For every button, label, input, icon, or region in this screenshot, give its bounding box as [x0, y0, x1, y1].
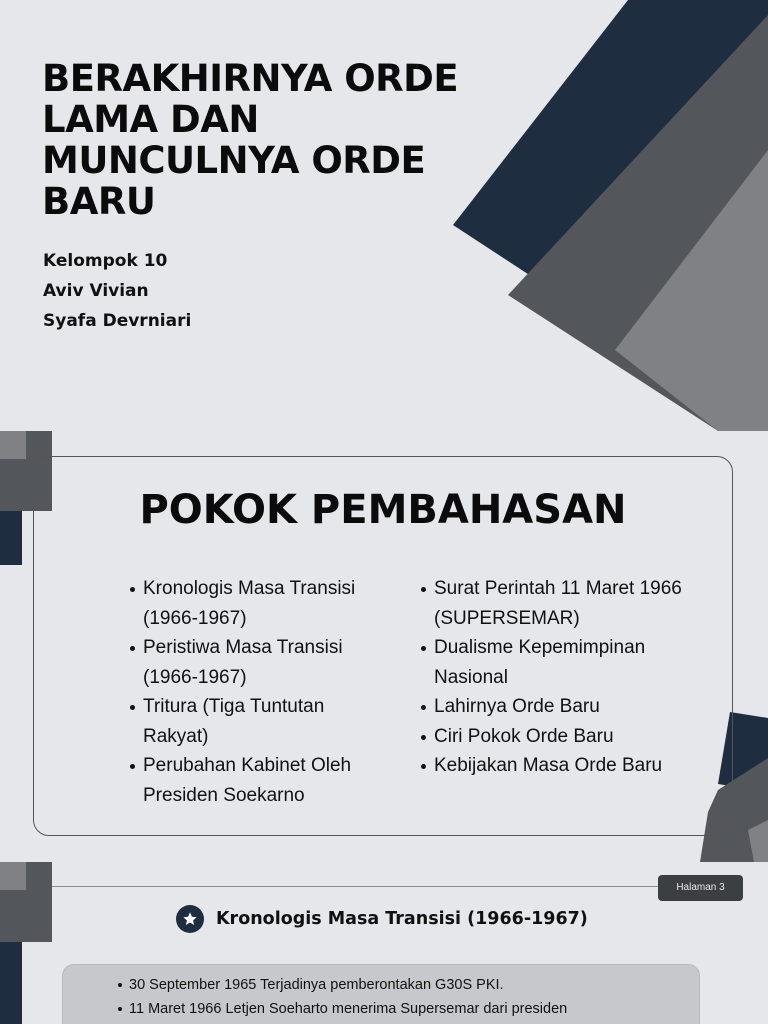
topic-item: Perubahan Kabinet Oleh Presiden Soekarno [128, 751, 378, 810]
topics-left-list [128, 574, 378, 810]
topic-item: Surat Perintah 11 Maret 1966 (SUPERSEMAR) [419, 574, 719, 633]
chronology-slide [0, 862, 768, 1024]
topic-item: Peristiwa Masa Transisi (1966-1967) [128, 633, 378, 692]
presentation-title: BERAKHIRNYA ORDE LAMA DAN MUNCULNYA ORDE BARU [42, 57, 459, 223]
star-icon [176, 905, 204, 933]
event-list [117, 973, 687, 1021]
topics-slide [0, 431, 768, 862]
topic-item: Tritura (Tiga Tuntutan Rakyat) [128, 692, 378, 751]
topic-item: Dualisme Kepemimpinan Nasional [419, 633, 719, 692]
topics-heading: POKOK PEMBAHASAN [139, 487, 627, 533]
event-item: 30 September 1965 Terjadinya pemberontakan G30S PKI. [117, 973, 687, 997]
topic-item: Lahirnya Orde Baru [419, 692, 719, 722]
page-badge: Halaman 3 [658, 875, 743, 901]
author-list [43, 246, 191, 336]
author-item: Syafa Devrniari [43, 311, 192, 331]
event-item: 11 Maret 1966 Letjen Soeharto menerima Supersemar dari presiden [117, 997, 687, 1021]
topics-right-list [419, 574, 719, 781]
section-title: Kronologis Masa Transisi (1966-1967) [216, 909, 588, 929]
chronology-left-decoration [0, 862, 60, 1024]
author-item: Kelompok 10 [43, 251, 168, 271]
topic-item: Kebijakan Masa Orde Baru [419, 751, 719, 781]
section-header [176, 904, 588, 934]
author-item: Aviv Vivian [43, 281, 149, 301]
topic-item: Ciri Pokok Orde Baru [419, 722, 719, 752]
topic-item: Kronologis Masa Transisi (1966-1967) [128, 574, 378, 633]
title-slide [0, 0, 768, 431]
header-divider [52, 886, 732, 887]
